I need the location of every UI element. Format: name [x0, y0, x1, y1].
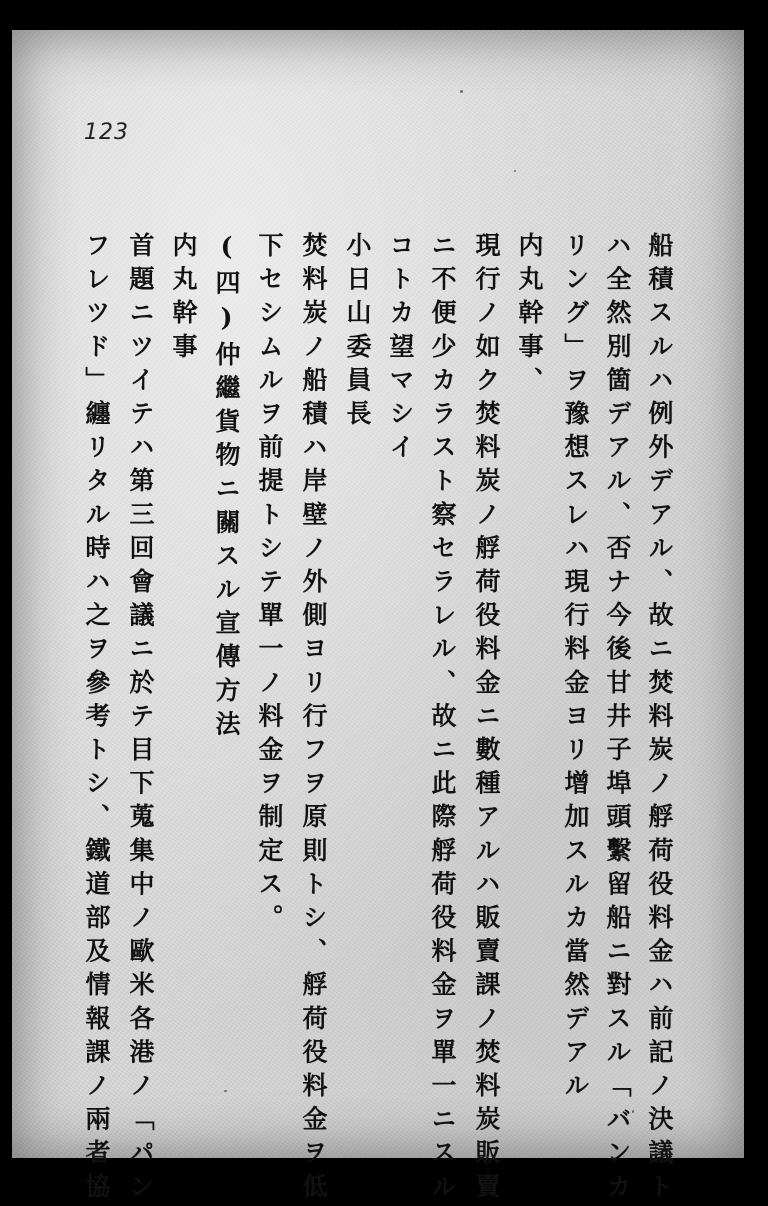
text-column-3: リング」ヲ豫想スレハ現行料金ヨリ增加スルカ當然デアル [561, 232, 590, 1106]
text-column-7: コトカ望マシイ [386, 232, 415, 468]
text-column-6: ニ不便少カラスト察セラレル、故ニ此際艀荷役料金ヲ單一ニスル [428, 232, 457, 1206]
text-column-9: 焚料炭ノ船積ハ岸壁ノ外側ヨリ行フヲ原則トシ、艀荷役料金ヲ低 [299, 232, 328, 1206]
text-column-4: 内丸幹事、 [515, 232, 544, 400]
text-column-11: (四)仲繼貨物ニ關スル宣傳方法 [212, 232, 241, 744]
page-number: 123 [84, 120, 129, 145]
text-column-10: 下セシムルヲ前提トシテ單一ノ料金ヲ制定ス。 [255, 232, 284, 938]
text-column-8: 小日山委員長 [343, 232, 372, 434]
document-page [12, 30, 744, 1158]
text-column-5: 現行ノ如ク焚料炭ノ艀荷役料金ニ數種アルハ販賣課ノ焚料炭販賣 [472, 232, 501, 1206]
text-column-1: 船積スルハ例外デアル、故ニ焚料炭ノ艀荷役料金ハ前記ノ決議ト [645, 232, 674, 1206]
text-column-12: 内丸幹事 [169, 232, 198, 367]
text-column-13: 首題ニツイテハ第三回會議ニ於テ目下蒐集中ノ歐米各港ノ「パン [126, 232, 155, 1206]
text-column-2: ハ全然別箇デアル、否ナ今後甘井子埠頭繫留船ニ對スル「バンカ [603, 232, 632, 1206]
ink-speck [224, 1090, 227, 1092]
ink-speck [514, 170, 516, 172]
ink-speck [460, 90, 463, 93]
text-column-14: フレツド」纏リタル時ハ之ヲ參考トシ、鐵道部及情報課ノ兩者協 [82, 232, 111, 1206]
